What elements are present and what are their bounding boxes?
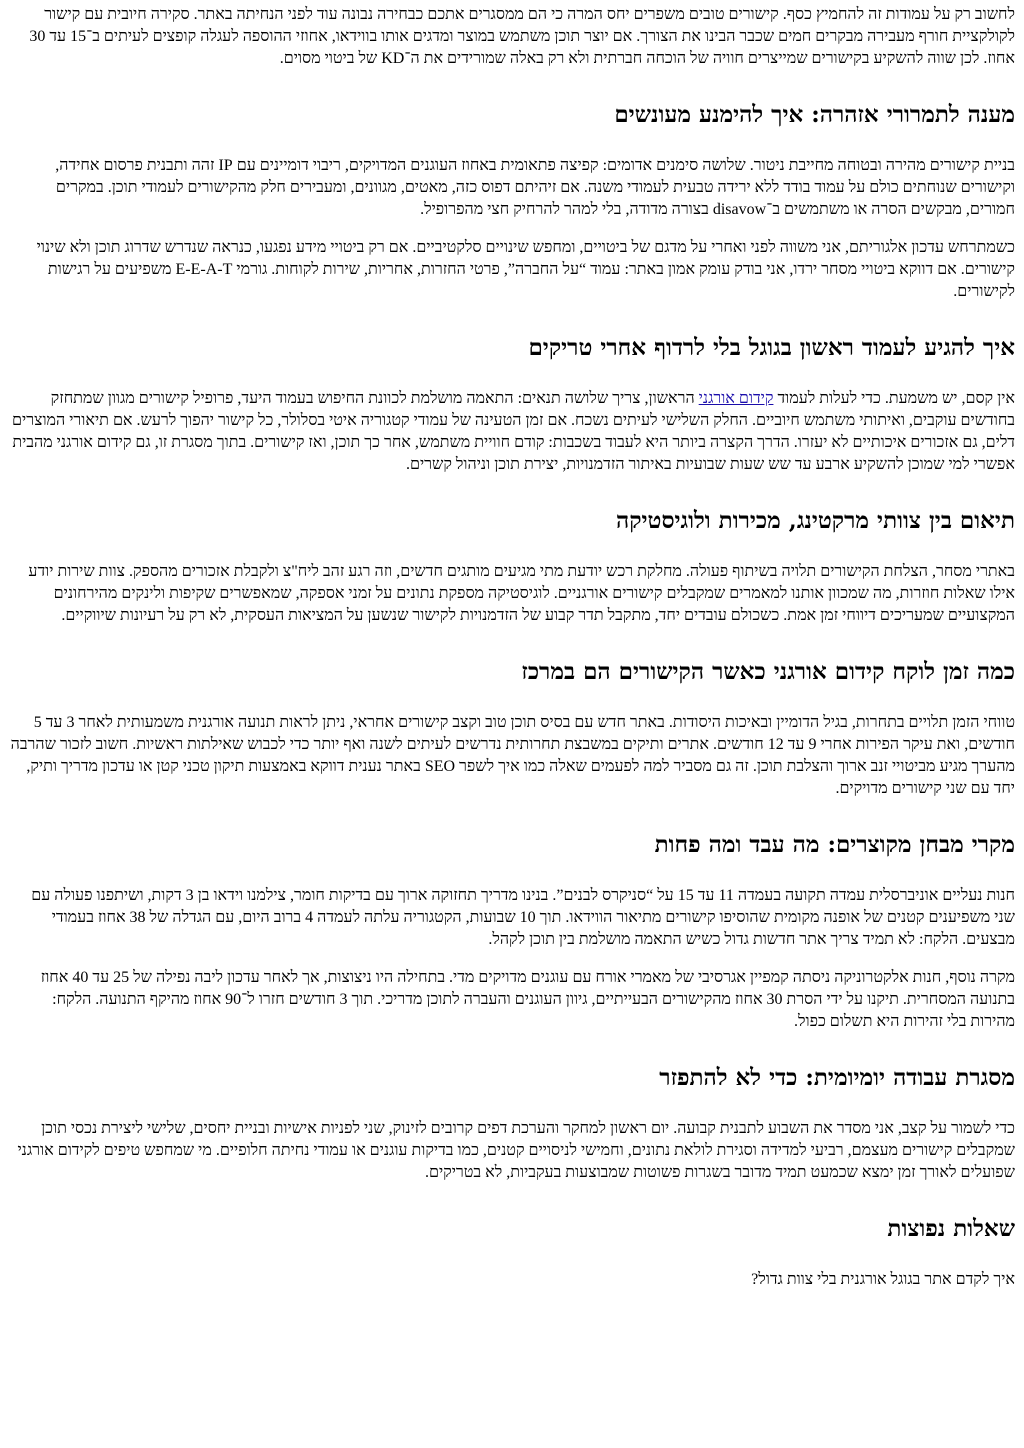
heading-faq: שאלות נפוצות [887, 1215, 1015, 1242]
paragraph: בניית קישורים מהירה ובטוחה מחייבת ניטור. שלושה סימנים אדומים: קפיצה פתאומית באחוז העוגנים המדויקים, ריבוי דומיינים עם IP זהה ותבנית פרסום אחידה, וקישורים שנוחתים כולם על עמוד בודד ללא ירידה טבעית לעמודי משנה. אם זיהיתם דפוס כזה, מאטים, מגוונים, ומעבירים חלק מהקישורים לעמודי תוכן. במקרים חמורים, מבקשים הסרה או משתמשים ב־disavow בצורה מדודה, בלי למהר להרחיק חצי מהפרופיל. [55, 157, 1015, 218]
heading-warning-signs: מענה לתמרורי אזהרה: איך להימנע מעונשים [614, 101, 1015, 128]
paragraph: כשמתרחש עדכון אלגוריתם, אני משווה לפני ואחרי על מדגם של ביטויים, ומחפש שינויים סלקטיביים. אם רק ביטויי מידע נפגעו, כנראה שנדרש שדרוג תוכן ולא שינוי קישורים. אם דווקא ביטויי מסחר ירדו, אני בודק עומק אמון באתר: עמוד “על החברה”, פרטי החזרות, אחריות, שירות לקוחות. גורמי E-E-A-T משפיעים על רגישות לקישורים. [36, 239, 1015, 300]
heading-team-coordination: תיאום בין צוותי מרקטינג, מכירות ולוגיסטיקה [615, 507, 1015, 534]
organic-promotion-link[interactable]: קידום אורגני [698, 390, 774, 407]
intro-paragraph: לחשוב רק על עמודות זה להחמיץ כסף. קישורים טובים משפרים יחס המרה כי הם ממסגרים אתכם כבחירה נבונה עוד לפני הנחיתה באתר. סקירה חיובית עם קישור לקולקציית חורף מעבירה מבקרים חמים שכבר הבינו את הצורך. אם יוצר תוכן משתמש במוצר ומדגים אותו בווידאו, אחוזי ההוספה לעגלה קופצים לעיתים ב־15 עד 30 אחוז. לכן שווה להשקיע בקישורים שמייצרים חוויה של הוכחה חברתית ולא רק באלה שמורידים את ה־KD של ביטוי מסוים. [29, 6, 1015, 67]
paragraph [8, 388, 1015, 476]
paragraph: כדי לשמור על קצב, אני מסדר את השבוע לתבנית קבועה. יום ראשון למחקר והערכת דפים קרובים לזינוק, שני לפניות אישיות ובניית יחסים, שלישי ליצירת נכסי תוכן שמקבלים קישורים מעצמם, רביעי למדידה וסגירת לולאת נתונים, וחמישי לניסויים קטנים, כמו בדיקות עוגנים או עמודי נחיתה חלופיים. מי שמחפש טיפים לקידום אורגני שפועלים לאורך זמן ימצא שכמעט תמיד מדובר בשגרות פשוטות שמבוצעות בעקביות, לא בטריקים. [17, 1120, 1015, 1181]
faq-question: איך לקדם אתר בגוגל אורגנית בלי צוות גדול? [751, 1271, 1015, 1288]
paragraph-text: הראשון, צריך שלושה תנאים: התאמה מושלמת לכוונת החיפוש בעמוד היעד, פרופיל קישורים מגוון שמתחזק בחודשים עוקבים, ואיתותי משתמש חיוביים. החלק השלישי לעיתים נשכח. אם זמן הטעינה של עמודי קטגוריה איטי בסלולר, כל קישור יהפוך לרעש. אם תיאורי המוצרים דלים, גם אזכורים איכותיים לא יעזרו. הדרך הקצרה ביותר היא לעבוד בשכבות: קודם חוויית משתמש, אחר כך תוכן, ואז קישורים. בתוך מסגרת זו, גם קידום אורגני מהבית אפשרי למי שמוכן להשקיע ארבע עד שש שעות שבועיות באיתור הזדמנויות, יצירת תוכן וניהול קשרים. [12, 390, 1015, 473]
heading-how-long: כמה זמן לוקח קידום אורגני כאשר הקישורים הם במרכז [521, 658, 1015, 685]
heading-case-studies: מקרי מבחן מקוצרים: מה עבד ומה פחות [654, 831, 1015, 858]
paragraph: חנות נעליים אוניברסלית עמדה תקועה בעמדה 11 עד 15 על “סניקרס לבנים”. בנינו מדריך תחזוקה ארוך עם בדיקות חומר, צילמנו וידאו בן 3 דקות, ושיתפנו פעולה עם שני משפיענים קטנים של אופנה מקומית שהוסיפו קישורים מתיאור הווידאו. תוך 10 שבועות, הקטגוריה עלתה לעמדה 4 ברוב היום, עם הגדלה של 38 אחוז בעמודי מבצעים. הלקח: לא תמיד צריך אתר חדשות גדול כשיש התאמה מושלמת בין תוכן לקהל. [31, 887, 1015, 948]
paragraph-text: אין קסם, יש משמעת. כדי לעלות לעמוד [773, 390, 1015, 407]
paragraph: טווחי הזמן תלויים בתחרות, בגיל הדומיין ובאיכות היסודות. באתר חדש עם בסיס תוכן טוב וקצב קישורים אחראי, ניתן לראות תנועה אורגנית משמעותית לאחר 3 עד 5 חודשים, ואת עיקר הפירות אחרי 9 עד 12 חודשים. אתרים ותיקים במשבצת תחרותית נדרשים לעיתים לשנה ואף יותר כדי לכבוש שאילתות ראשיות. חשוב לזכור שהרבה מהערך מגיע מביטויי זנב ארוך והצלבת תוכן. זה גם מסביר למה לפעמים שאלה כמו איך לשפר SEO באתר נענית דווקא באמצעות תיקון טכני קטן או עדכון מדריך ותיק, יחד עם שני קישורים מדויקים. [10, 714, 1015, 797]
article-body [0, 4, 1024, 1291]
heading-first-page: איך להגיע לעמוד ראשון בגוגל בלי לרדוף אחרי טריקים [528, 334, 1015, 361]
paragraph: מקרה נוסף, חנות אלקטרוניקה ניסתה קמפיין אגרסיבי של מאמרי אורח עם עוגנים מדויקים מדי. בתחילה היו ניצוצות, אך לאחר עדכון ליבה נפילה של 25 עד 40 אחוז בתנועה המסחרית. תיקנו על ידי הסרת 30 אחוז מהקישורים הבעייתיים, גיוון העוגנים והעברה לתוכן מדריכי. תוך 3 חודשים חזרו ל־90 אחוז מהיקף התנועה. הלקח: מהירות בלי זהירות היא תשלום כפול. [40, 969, 1015, 1030]
paragraph: באתרי מסחר, הצלחת הקישורים תלויה בשיתוף פעולה. מחלקת רכש יודעת מתי מגיעים מותגים חדשים, וזה רגע זהב ליח"צ ולקבלת אזכורים מהספק. צוות שירות יודע אילו שאלות חוזרות, מה שמכוון אותנו למאמרים שמקבלים קישורים אורגניים. לוגיסטיקה מספקת נתונים על זמני אספקה, שמאפשרים שקיפות ולינקים מהירחונים המקצועיים שמעריכים דיווחי זמן אמת. כשכולם עובדים יחד, מתקבל תדר קבוע של הזדמנויות לקישור שנשען על המציאות העסקית, לא רק על רעיונות שיווקיים. [28, 563, 1015, 624]
heading-daily-framework: מסגרת עבודה יומיומית: כדי לא להתפזר [659, 1064, 1015, 1091]
